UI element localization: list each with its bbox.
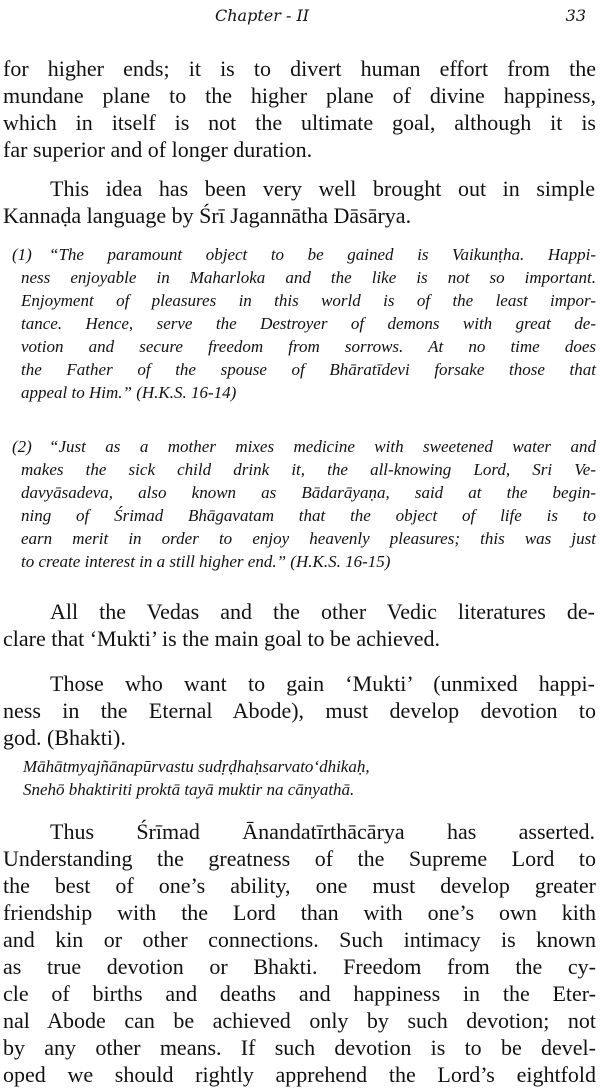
quote-line: the Father of the spouse of Bhāratīdevi forsake those that	[21, 360, 596, 379]
chapter-title: Chapter - II	[215, 6, 310, 25]
text-line: clare that ‘Mukti’ is the main goal to be achieved.	[3, 626, 440, 651]
quotation-1	[12, 243, 596, 404]
text-line: Understanding the greatness of the Supreme Lord to	[3, 846, 596, 871]
paragraph-intro	[50, 175, 595, 202]
text-line: the best of one’s ability, one must develop greater	[3, 873, 596, 898]
text-line: Thus Śrīmad Ānandatīrthācārya has asserted.	[50, 819, 595, 844]
quote-line: ness enjoyable in Maharloka and the like is not so important.	[21, 268, 596, 287]
paragraph-continuation	[3, 55, 596, 163]
text-line: far superior and of longer duration.	[3, 137, 313, 162]
quote-line: votion and secure freedom from sorrows. At no time does	[21, 337, 596, 356]
verse-line: Snehō bhaktiriti proktā tayā muktir na cānyathā.	[23, 780, 355, 799]
text-line: friendship with the Lord than with one’s own kith	[3, 900, 596, 925]
text-line: mundane plane to the higher plane of divine happiness,	[3, 83, 596, 108]
text-line: nal Abode can be achieved only by such devotion; not	[3, 1008, 596, 1033]
quote-line: to create interest in a still higher end.” (H.K.S. 16-15)	[21, 552, 391, 571]
text-line: Those who want to gain ‘Mukti’ (unmixed happi-	[50, 671, 595, 696]
text-line: This idea has been very well brought out in simple	[50, 176, 595, 201]
text-line: Kannaḍa language by Śrī Jagannātha Dāsārya.	[3, 203, 412, 228]
quote-line: makes the sick child drink it, the all-knowing Lord, Sri Ve-	[21, 460, 596, 479]
text-line: and kin or other connections. Such intimacy is known	[3, 927, 596, 952]
text-line: as true devotion or Bhakti. Freedom from the cy-	[3, 954, 596, 979]
quote-line: “Just as a mother mixes medicine with sweetened water and	[49, 437, 596, 456]
paragraph-thus	[50, 818, 595, 845]
quote-line: earn merit in order to enjoy heavenly pleasures; this was just	[21, 529, 596, 548]
text-line: by any other means. If such devotion is to be devel-	[3, 1035, 596, 1060]
text-line: which in itself is not the ultimate goal, although it is	[3, 110, 596, 135]
quote-line: appeal to Him.” (H.K.S. 16-14)	[21, 383, 237, 402]
running-header	[0, 6, 600, 30]
quotation-2	[12, 435, 596, 573]
quote-line: tance. Hence, serve the Destroyer of demons with great de-	[21, 314, 596, 333]
paragraph-thus-cont	[3, 845, 596, 1088]
quote-line: Enjoyment of pleasures in this world is of the least impor-	[21, 291, 596, 310]
text-line: All the Vedas and the other Vedic literatures de-	[50, 599, 595, 624]
text-line: cle of births and deaths and happiness in the Eter-	[3, 981, 596, 1006]
text-line: god. (Bhakti).	[3, 725, 126, 750]
text-line: ness in the Eternal Abode), must develop devotion to	[3, 698, 596, 723]
paragraph-mukti	[50, 670, 595, 697]
paragraph-mukti-cont	[3, 697, 596, 751]
quote-number: (2)	[12, 437, 32, 456]
text-line: oped we should rightly apprehend the Lord’s eightfold	[3, 1062, 596, 1087]
paragraph-vedas-cont	[3, 625, 596, 652]
verse-line: Māhātmyajñānapūrvastu sudṛḍhaḥsarvato‘dhikaḥ,	[23, 757, 370, 776]
quote-line: “The paramount object to be gained is Vaikunṭha. Happi-	[49, 245, 596, 264]
paragraph-intro-cont	[3, 202, 596, 229]
paragraph-vedas	[50, 598, 595, 625]
sanskrit-verse	[23, 755, 370, 801]
quote-line: ning of Śrimad Bhāgavatam that the object of life is to	[21, 506, 596, 525]
page-number: 33	[565, 6, 586, 25]
text-line: for higher ends; it is to divert human effort from the	[3, 56, 596, 81]
quote-line: davyāsadeva, also known as Bādarāyaṇa, said at the begin-	[21, 483, 596, 502]
quote-number: (1)	[12, 245, 32, 264]
